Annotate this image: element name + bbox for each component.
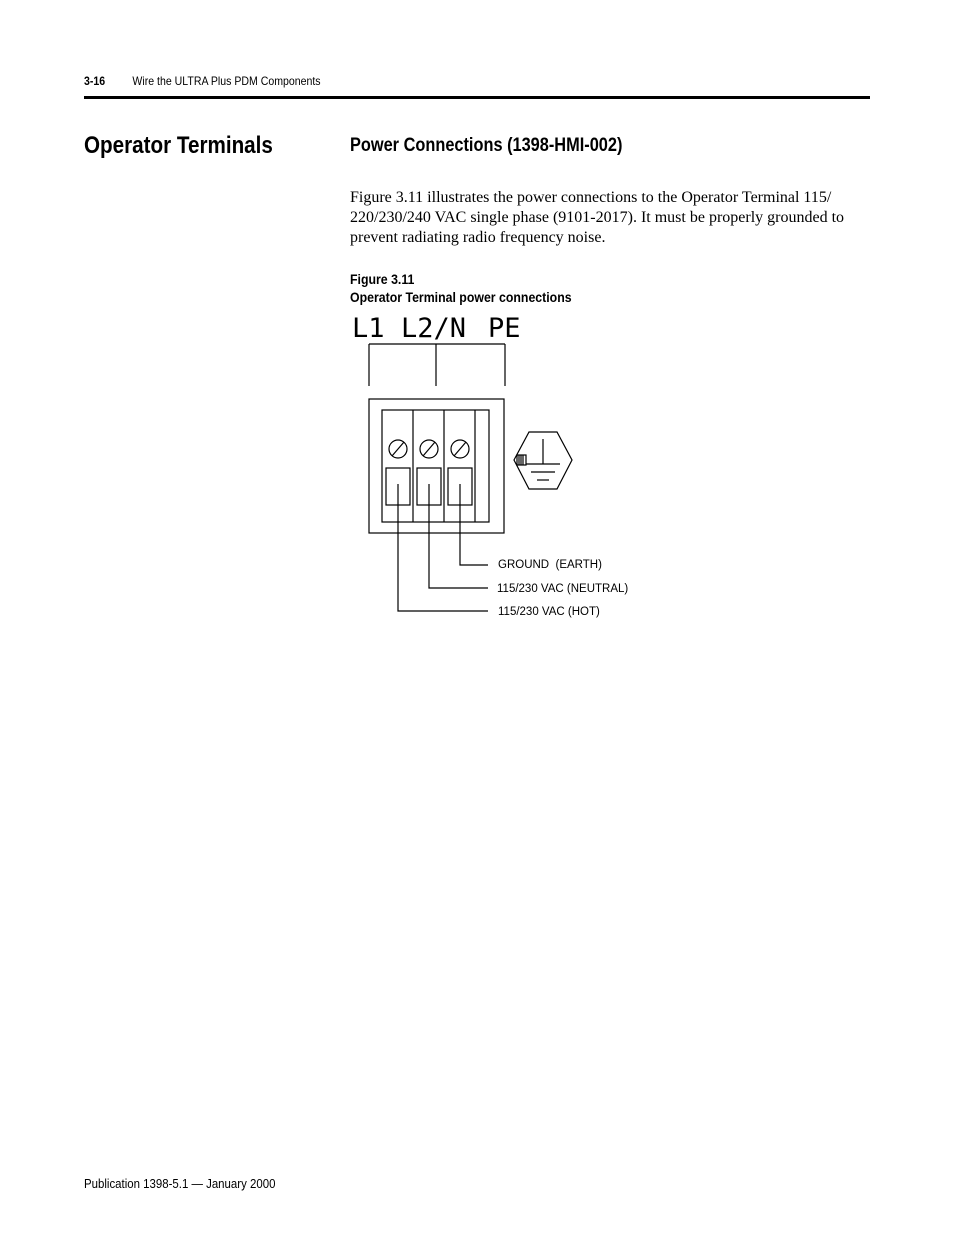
subsection-title: Power Connections (1398-HMI-002): [350, 135, 623, 156]
chapter-title: Wire the ULTRA Plus PDM Components: [132, 74, 321, 88]
callout-ground: GROUND (EARTH): [498, 559, 602, 571]
body-paragraph: Figure 3.11 illustrates the power connections to the Operator Terminal 115/ 220/230/240 VAC single phase (9101-2017). It must be properly grounded to prevent radiating radio frequency noise.: [350, 189, 845, 246]
figure-number: Figure 3.11: [350, 271, 415, 287]
callout-hot: 115/230 VAC (HOT): [498, 606, 600, 618]
section-title: Operator Terminals: [84, 132, 273, 159]
page-number: 3-16: [84, 74, 106, 88]
label-bracket: [369, 344, 505, 386]
figure-title: Operator Terminal power connections: [350, 289, 572, 305]
label-l2n: L2/N: [401, 313, 467, 344]
screw-icon: [389, 440, 469, 458]
label-l1: L1: [352, 313, 385, 344]
ground-icon: [514, 432, 572, 489]
callout-neutral: 115/230 VAC (NEUTRAL): [497, 583, 629, 595]
footer-publication: Publication 1398-5.1 — January 2000: [84, 1176, 276, 1191]
terminal-block: [369, 399, 504, 533]
label-pe: PE: [488, 313, 521, 344]
